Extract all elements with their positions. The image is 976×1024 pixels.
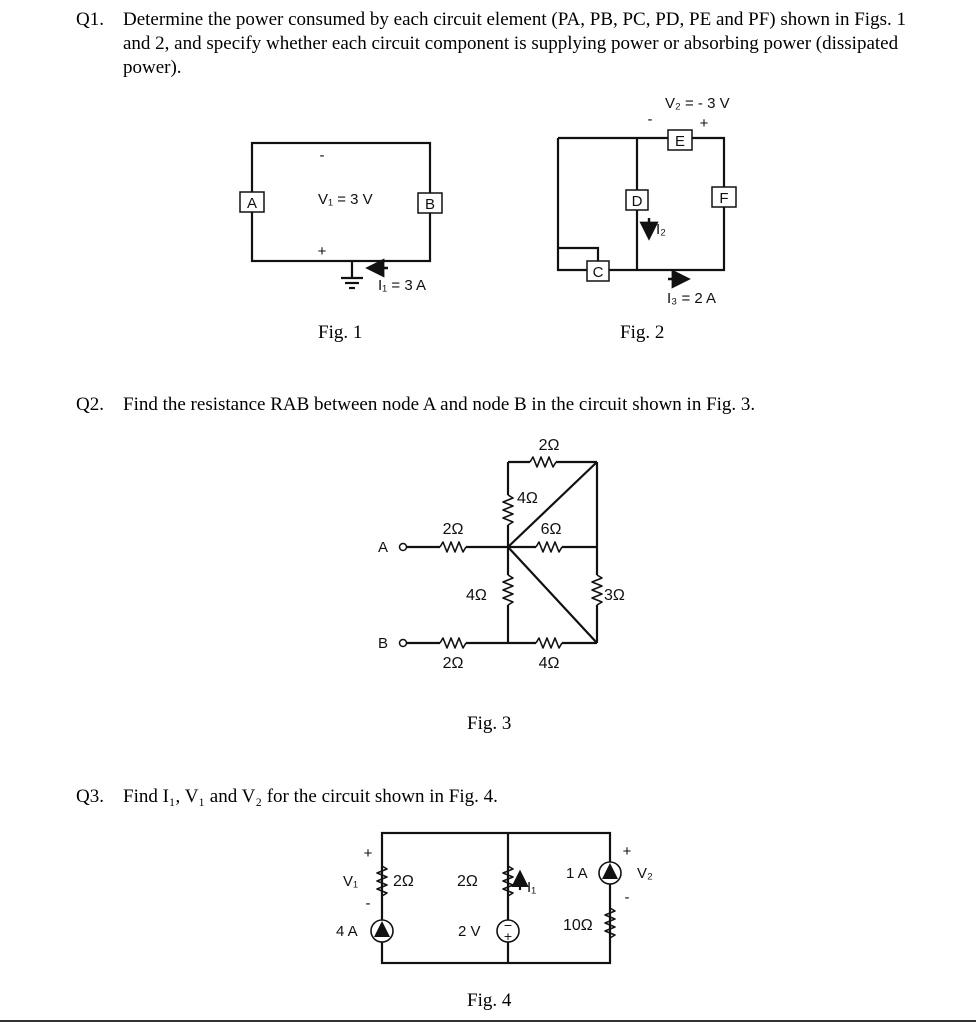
fig4-v1-plus: +: [363, 845, 373, 862]
fig4-circuit: [336, 833, 653, 963]
fig3-resistor-top: [530, 457, 556, 467]
fig3-r-diag-label: 6Ω: [540, 521, 562, 538]
fig2-i3-label: I₃ = 2 A: [667, 290, 717, 307]
fig4-r2-label: 2Ω: [457, 873, 478, 890]
fig4-r3-label: 10Ω: [563, 917, 593, 934]
fig4-r1-label: 2Ω: [393, 873, 414, 890]
fig3-node-b: [400, 640, 407, 647]
fig3-r-center-label: 4Ω: [466, 587, 487, 604]
fig3-resistor-center: [503, 575, 513, 605]
fig3-resistor-diag: [536, 542, 562, 552]
fig3-diagonal-down: [508, 547, 597, 643]
fig3-resistor-right: [592, 575, 602, 605]
fig2-caption: Fig. 2: [620, 322, 665, 343]
fig4-src-1a-label: 1 A: [566, 865, 588, 882]
fig4-v2-label: V₂: [637, 865, 653, 882]
fig3-circuit: [378, 437, 625, 672]
fig2-circuit: [558, 95, 736, 307]
fig2-plus-sign: +: [699, 115, 709, 132]
fig2-v2-label: V₂ = - 3 V: [665, 95, 730, 112]
fig3-r-a-label: 2Ω: [442, 521, 464, 538]
fig1-plus-sign: +: [317, 243, 327, 260]
page-bottom-rule: [0, 1020, 976, 1022]
question-3-number: Q3.: [76, 786, 104, 807]
fig3-r-mid-left-label: 4Ω: [517, 490, 538, 507]
fig2-element-d-label: D: [631, 193, 643, 210]
fig2-element-c-label: C: [592, 264, 604, 281]
fig1-i1-label: I₁ = 3 A: [378, 277, 427, 294]
fig3-resistor-mid-left: [503, 495, 513, 525]
question-1-number: Q1.: [76, 9, 104, 30]
question-2-number: Q2.: [76, 394, 104, 415]
fig4-src-4a-label: 4 A: [336, 923, 358, 940]
fig3-resistor-a: [440, 542, 466, 552]
svg-text:+: +: [503, 930, 513, 943]
fig4-v2-minus: -: [624, 889, 630, 906]
fig3-node-a-label: A: [378, 539, 389, 556]
fig4-src-2v-label: 2 V: [458, 923, 481, 940]
fig4-v2-plus: +: [622, 843, 632, 860]
fig3-r-b-label: 2Ω: [442, 655, 464, 672]
fig4-caption: Fig. 4: [467, 990, 512, 1011]
fig4-v1-label: V₁: [343, 873, 359, 890]
fig1-circuit: [240, 143, 442, 294]
question-1-text: Determine the power consumed by each circuit element (PA, PB, PC, PD, PE and PF) shown in Figs. 1 and 2, and specify whether each circuit component is supplying power or absorbing power (dissipated power).: [123, 9, 906, 78]
fig2-element-f-label: F: [719, 190, 729, 207]
fig4-outer-wire: [382, 833, 610, 963]
fig4-v1-minus: -: [365, 895, 371, 912]
fig1-minus-sign: -: [319, 147, 325, 164]
fig4-i1-label: I₁: [527, 879, 537, 896]
fig3-caption: Fig. 3: [467, 713, 512, 734]
fig1-caption: Fig. 1: [318, 322, 363, 343]
fig3-resistor-bottom: [536, 638, 562, 648]
fig3-resistor-b: [440, 638, 466, 648]
fig2-i2-label: I₂: [656, 221, 666, 238]
fig3-r-top-label: 2Ω: [538, 437, 560, 454]
fig3-r-right-label: 3Ω: [604, 587, 625, 604]
question-2-text: Find the resistance RAB between node A and node B in the circuit shown in Fig. 3.: [123, 394, 756, 415]
fig3-node-b-label: B: [378, 635, 389, 652]
fig1-element-b-label: B: [424, 196, 436, 213]
fig3-r-bottom-label: 4Ω: [538, 655, 560, 672]
question-3-text: Find I₁, V₁ and V₂ for the circuit shown in Fig. 4.: [123, 786, 498, 807]
svg-text:−: −: [503, 919, 513, 932]
fig2-minus-sign: -: [647, 111, 653, 128]
fig1-v1-label: V₁ = 3 V: [318, 191, 373, 208]
fig1-element-a-label: A: [246, 195, 258, 212]
fig2-element-e-label: E: [674, 133, 686, 150]
fig3-node-a: [400, 544, 407, 551]
